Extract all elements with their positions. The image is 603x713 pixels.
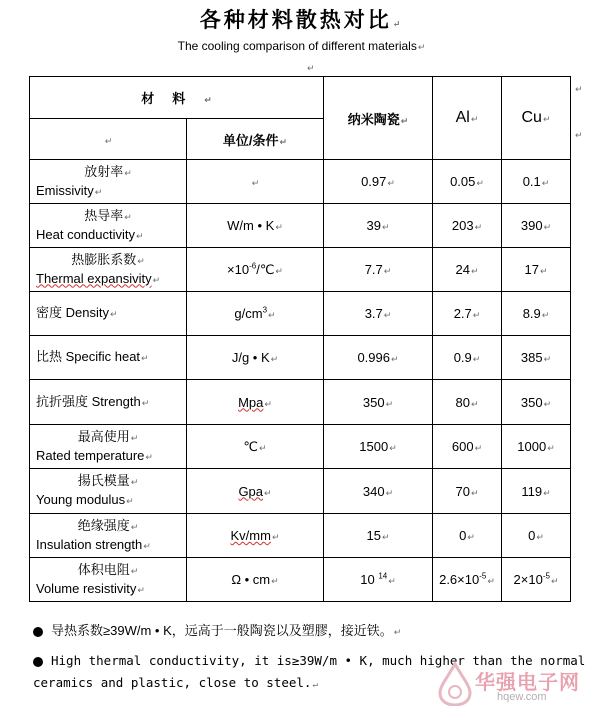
- unit-value: Kv/mm: [230, 528, 271, 543]
- value-cell: [502, 248, 571, 292]
- unit-cell: [187, 160, 324, 204]
- value-1: 70: [455, 483, 470, 499]
- value-cell: [433, 558, 502, 602]
- value-cell: [433, 425, 502, 469]
- value-cell: [324, 380, 433, 425]
- unit-cell: [187, 514, 324, 558]
- table-row: [30, 558, 571, 602]
- paragraph-mark: ↵: [543, 354, 552, 364]
- value-cell: [502, 160, 571, 204]
- unit-cell: [187, 469, 324, 514]
- value-1: 0.9: [453, 350, 472, 365]
- value-1: 2.7: [453, 306, 472, 321]
- unit-cell: [187, 292, 324, 336]
- table-row: [30, 248, 571, 292]
- value-cell: [433, 292, 502, 336]
- paragraph-mark: ↵: [270, 354, 279, 364]
- value-1: 80: [455, 394, 470, 410]
- paragraph-mark: ↵: [388, 576, 396, 587]
- property-name: 密度 Density: [36, 305, 109, 320]
- property-name-cell: [30, 336, 187, 380]
- paragraph-mark: ↵: [389, 443, 397, 453]
- paragraph-mark: ↵: [383, 266, 392, 276]
- watermark-url: hqew.com: [497, 691, 547, 703]
- property-name-en: Thermal expansivity: [36, 270, 152, 286]
- paragraph-mark: ↵: [383, 310, 392, 320]
- property-name-cell: [30, 204, 187, 248]
- table-row: [30, 514, 571, 558]
- material-header: 材料↵: [30, 77, 324, 119]
- property-name-cell: [30, 292, 187, 336]
- value-2: 350: [520, 394, 543, 410]
- paragraph-mark: ↵: [137, 255, 145, 266]
- paragraph-mark: ↵: [547, 443, 555, 453]
- value-cell: [502, 469, 571, 514]
- value-cell: [324, 425, 433, 469]
- value-0: 350: [362, 394, 385, 410]
- note-zh: 导热系数≥39W/m • K，远高于一般陶瓷以及塑膠，接近铁。↵: [33, 620, 593, 639]
- paragraph-mark: ↵: [152, 274, 161, 285]
- paragraph-mark: ↵: [275, 222, 283, 232]
- property-name-zh: 放射率: [84, 163, 124, 179]
- paragraph-mark: ↵: [387, 178, 395, 188]
- value-cell: [502, 558, 571, 602]
- unit-cell: [187, 558, 324, 602]
- empty-header-cell: ↵: [30, 119, 187, 160]
- comparison-table: [29, 76, 571, 602]
- value-2: 0: [528, 528, 536, 543]
- paragraph-mark: ↵: [259, 442, 267, 453]
- value-0: 10 $^{14}$: [360, 571, 388, 588]
- paragraph-mark: ↵: [264, 487, 272, 498]
- paragraph-mark: ↵: [541, 178, 550, 188]
- paragraph-mark: ↵: [550, 576, 559, 587]
- value-0: 340: [362, 483, 385, 499]
- property-name-cell: [30, 380, 187, 425]
- bullet-icon: [33, 657, 43, 667]
- value-cell: [433, 160, 502, 204]
- table-row: [30, 160, 571, 204]
- column-header-cu: Cu↵: [502, 77, 571, 160]
- value-cell: [324, 514, 433, 558]
- paragraph-mark: ↵: [271, 532, 280, 542]
- value-cell: [324, 336, 433, 380]
- paragraph-mark: ↵: [94, 186, 103, 197]
- value-1: 203: [451, 218, 474, 233]
- value-2: 119: [521, 483, 543, 499]
- value-0: 1500: [359, 439, 389, 454]
- paragraph-mark: ↵: [543, 222, 552, 232]
- table-row: [30, 292, 571, 336]
- value-2: 17: [524, 262, 539, 277]
- property-name-zh: 揚氏模量: [77, 473, 130, 488]
- column-header-nano-ceramic: 纳米陶瓷↵: [324, 77, 433, 160]
- watermark-text: 华强电子网: [475, 672, 580, 694]
- property-name-zh: 绝缘强度: [77, 517, 130, 533]
- unit-value: J/g • K: [231, 350, 270, 365]
- value-cell: [433, 248, 502, 292]
- paragraph-mark: ↵: [543, 487, 551, 498]
- watermark-logo: [437, 662, 597, 708]
- unit-value: $g/cm^3$: [234, 305, 268, 322]
- paragraph-mark: ↵: [124, 167, 132, 178]
- page-title: 各种材料散热对比↵: [199, 7, 404, 32]
- property-name-cell: [30, 425, 187, 469]
- value-0: 3.7: [364, 306, 383, 321]
- table-row: [30, 204, 571, 248]
- paragraph-mark: ↵: [141, 353, 149, 363]
- property-name-zh: 最高使用: [77, 428, 130, 444]
- paragraph-mark: ↵: [381, 222, 390, 232]
- row-end-mark: ↵: [575, 84, 583, 94]
- paragraph-mark: ↵: [143, 540, 151, 551]
- page-subtitle: The cooling comparison of different materials↵: [177, 39, 426, 53]
- column-header-al: Al↵: [433, 77, 502, 160]
- value-cell: [324, 160, 433, 204]
- paragraph-mark: ↵: [487, 576, 495, 587]
- property-name-zh: 热膨胀系数: [71, 251, 137, 267]
- unit-value: W/m • K: [227, 218, 275, 233]
- property-name-en: Emissivity: [36, 182, 94, 198]
- unit-value: Mpa: [238, 394, 264, 410]
- unit-header: 单位/条件↵: [187, 119, 324, 160]
- paragraph-mark: ↵: [470, 487, 479, 498]
- unit-value: $\times 10^{-6}/℃$: [227, 261, 275, 277]
- value-cell: [502, 292, 571, 336]
- table-header-row: [30, 77, 571, 119]
- paragraph-mark: ↵: [126, 496, 134, 506]
- value-1: 0: [459, 528, 467, 543]
- value-1: 600: [451, 439, 474, 454]
- value-cell: [324, 204, 433, 248]
- value-2: 385: [520, 350, 543, 365]
- table-row: [30, 425, 571, 469]
- value-cell: [324, 558, 433, 602]
- property-name-zh: 热导率: [84, 207, 124, 223]
- unit-cell: [187, 380, 324, 425]
- unit-value: ℃: [243, 438, 259, 454]
- property-name: 比热 Specific heat: [36, 349, 141, 364]
- property-name-cell: [30, 514, 187, 558]
- paragraph-mark: ↵: [472, 354, 481, 364]
- paragraph-mark: ↵: [130, 477, 139, 487]
- property-name: 抗折强度 Strength: [36, 393, 141, 409]
- paragraph-mark: ↵: [474, 443, 483, 453]
- value-0: 39: [366, 218, 381, 233]
- paragraph-mark: ↵: [385, 398, 394, 409]
- value-0: 0.97: [361, 174, 387, 189]
- property-name-cell: [30, 469, 187, 514]
- table-row: [30, 336, 571, 380]
- paragraph-mark: ↵: [307, 63, 315, 73]
- value-cell: [324, 469, 433, 514]
- row-end-mark: ↵: [575, 130, 583, 140]
- paragraph-mark: ↵: [137, 584, 145, 595]
- paragraph-mark: ↵: [145, 451, 153, 462]
- value-cell: [324, 248, 433, 292]
- paragraph-mark: ↵: [141, 397, 150, 408]
- unit-value: Ω • cm: [231, 572, 271, 587]
- value-2: 8.9: [522, 306, 541, 321]
- value-cell: [433, 204, 502, 248]
- paragraph-mark: ↵: [474, 222, 483, 232]
- value-cell: [324, 292, 433, 336]
- property-name-en: Volume resistivity: [36, 580, 137, 596]
- value-cell: [502, 514, 571, 558]
- paragraph-mark: ↵: [543, 398, 552, 409]
- value-2: 1000: [517, 439, 547, 454]
- paragraph-mark: ↵: [391, 354, 399, 364]
- bullet-icon: [33, 627, 43, 637]
- paragraph-mark: ↵: [268, 310, 276, 321]
- property-name-en: Heat conductivity: [36, 226, 135, 242]
- unit-cell: [187, 336, 324, 380]
- property-name-cell: [30, 160, 187, 204]
- value-cell: [433, 469, 502, 514]
- unit-cell: [187, 248, 324, 292]
- value-cell: [502, 204, 571, 248]
- paragraph-mark: ↵: [130, 432, 139, 443]
- value-1: $2.6\times 10^{-5}$: [439, 571, 487, 588]
- unit-value: Gpa: [238, 483, 264, 499]
- property-name-cell: [30, 558, 187, 602]
- value-cell: [502, 380, 571, 425]
- paragraph-mark: ↵: [470, 266, 479, 276]
- paragraph-mark: ↵: [470, 398, 479, 409]
- table-row: [30, 469, 571, 514]
- value-cell: [502, 425, 571, 469]
- paragraph-mark: ↵: [275, 265, 283, 276]
- paragraph-mark: ↵: [130, 565, 139, 576]
- watermark-droplet-icon: [437, 662, 473, 706]
- paragraph-mark: ↵: [124, 211, 132, 222]
- table-row: [30, 380, 571, 425]
- paragraph-mark: ↵: [109, 309, 118, 319]
- paragraph-mark: ↵: [536, 532, 544, 542]
- value-0: 15: [366, 528, 381, 543]
- property-name-en: Young modulus: [36, 492, 126, 507]
- property-name-en: Insulation strength: [36, 536, 143, 552]
- paragraph-mark: ↵: [271, 576, 279, 586]
- property-name-cell: [30, 248, 187, 292]
- value-2: 0.1: [522, 174, 541, 189]
- note-en: High thermal conductivity, it is≥39W/m • K, much higher than the normal ceramics and plastic, close to steel.↵: [33, 653, 586, 690]
- paragraph-mark: ↵: [539, 266, 548, 276]
- paragraph-mark: ↵: [541, 310, 550, 320]
- value-2: 390: [520, 218, 543, 233]
- value-cell: [433, 514, 502, 558]
- value-cell: [502, 336, 571, 380]
- property-name-zh: 体积电阻: [77, 561, 130, 577]
- paragraph-mark: ↵: [472, 310, 481, 320]
- value-0: 7.7: [364, 262, 383, 277]
- value-0: 0.996: [357, 350, 390, 365]
- paragraph-mark: ↵: [467, 532, 475, 542]
- value-1: 0.05: [450, 174, 476, 189]
- value-cell: [433, 336, 502, 380]
- paragraph-mark: ↵: [136, 230, 144, 241]
- paragraph-mark: ↵: [381, 532, 390, 542]
- paragraph-mark: ↵: [130, 521, 139, 532]
- value-2: $2\times 10^{-5}$: [513, 571, 550, 588]
- value-1: 24: [455, 262, 470, 277]
- unit-cell: [187, 425, 324, 469]
- paragraph-mark: ↵: [476, 178, 484, 188]
- unit-cell: [187, 204, 324, 248]
- value-cell: [433, 380, 502, 425]
- property-name-en: Rated temperature: [36, 447, 145, 463]
- paragraph-mark: ↵: [251, 178, 260, 188]
- paragraph-mark: ↵: [264, 398, 272, 409]
- paragraph-mark: ↵: [385, 487, 394, 498]
